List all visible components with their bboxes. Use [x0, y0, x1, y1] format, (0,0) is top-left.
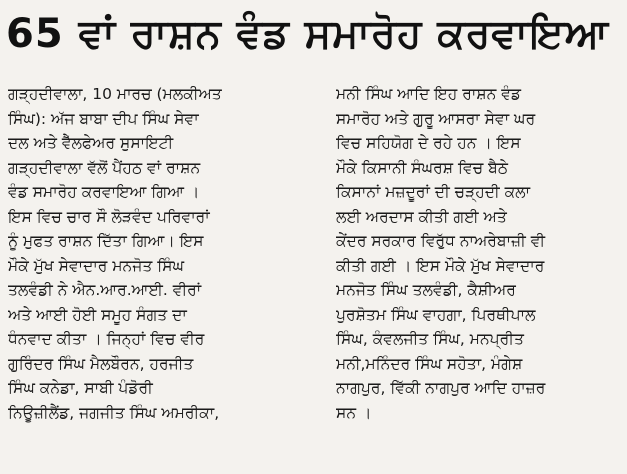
- article-column-right: [336, 82, 621, 425]
- article-line: ਨਿਊਜ਼ੀਲੈਂਡ, ਜਗਜੀਤ ਸਿੰਘ ਅਮਰੀਕਾ,: [8, 403, 220, 422]
- article-line: ਸਨ ।: [336, 403, 372, 422]
- article-line: ਮੌਕੇ ਮੁੱਖ ਸੇਵਾਦਾਰ ਮਨਜੋਤ ਸਿੰਘ: [8, 256, 185, 275]
- article-line: ਵੰਡ ਸਮਾਰੋਹ ਕਰਵਾਇਆ ਗਿਆ ।: [8, 183, 200, 201]
- article-line: ਕੇਂਦਰ ਸਰਕਾਰ ਵਿਰੁੱਧ ਨਾਅਰੇਬਾਜ਼ੀ ਵੀ: [336, 232, 546, 250]
- article-line: ਧੰਨਵਾਦ ਕੀਤਾ । ਜਿਨ੍ਹਾਂ ਵਿਚ ਵੀਰ: [8, 330, 205, 348]
- article-line: ਸਿੰਘ, ਕੰਵਲਜੀਤ ਸਿੰਘ, ਮਨਪ੍ਰੀਤ: [336, 330, 524, 348]
- article-line: ਲਈ ਅਰਦਾਸ ਕੀਤੀ ਗਈ ਅਤੇ: [336, 207, 507, 226]
- article-line: ਨੂੰ ਮੁਫਤ ਰਾਸ਼ਨ ਦਿੱਤਾ ਗਿਆ। ਇਸ: [8, 232, 204, 250]
- article-line: ਤਲਵੰਡੀ ਨੇ ਐਨ.ਆਰ.ਆਈ. ਵੀਰਾਂ: [8, 281, 202, 299]
- article-line: ਮਨਜੋਤ ਸਿੰਘ ਤਲਵੰਡੀ, ਕੈਸ਼ੀਅਰ: [336, 281, 516, 299]
- article-line: ਗੜ੍ਹਦੀਵਾਲਾ, 10 ਮਾਰਚ (ਮਲਕੀਅਤ: [8, 85, 222, 103]
- article-line: ਕਿਸਾਨਾਂ ਮਜ਼ਦੂਰਾਂ ਦੀ ਚੜ੍ਹਦੀ ਕਲਾ: [336, 183, 531, 201]
- article-column-left: [8, 82, 313, 425]
- article-line: ਇਸ ਵਿਚ ਚਾਰ ਸੌ ਲੋੜਵੰਦ ਪਰਿਵਾਰਾਂ: [8, 207, 210, 226]
- article-line: ਮਨੀ ਸਿੰਘ ਆਦਿ ਇਹ ਰਾਸ਼ਨ ਵੰਡ: [336, 85, 521, 103]
- article-line: ਗੜ੍ਹਦੀਵਾਲਾ ਵੱਲੋਂ ਪੈਂਹਠ ਵਾਂ ਰਾਸ਼ਨ: [8, 158, 201, 177]
- article-line: ਵਿਚ ਸਹਿਯੋਗ ਦੇ ਰਹੇ ਹਨ । ਇਸ: [336, 134, 521, 152]
- article-line: ਸਿੰਘ): ਅੱਜ ਬਾਬਾ ਦੀਪ ਸਿੰਘ ਸੇਵਾ: [8, 109, 199, 128]
- article-line: ਸਮਾਰੋਹ ਅਤੇ ਗੁਰੂ ਆਸਰਾ ਸੇਵਾ ਘਰ: [336, 109, 536, 128]
- article-line: ਨਾਗਪੁਰ, ਵਿੱਕੀ ਨਾਗਪੁਰ ਆਦਿ ਹਾਜ਼ਰ: [336, 379, 546, 397]
- article-line: ਮਨੀ,ਮਨਿੰਦਰ ਸਿੰਘ ਸਹੋਤਾ, ਮੰਗੇਸ਼: [336, 354, 523, 373]
- article-line: ਪੁਰਸ਼ੋਤਮ ਸਿੰਘ ਵਾਹਗਾ, ਪਿਰਥੀਪਾਲ: [336, 305, 536, 324]
- article-line: ਅਤੇ ਆਈ ਹੋਈ ਸਮੂਹ ਸੰਗਤ ਦਾ: [8, 305, 187, 324]
- article-line: ਮੌਕੇ ਕਿਸਾਨੀ ਸੰਘਰਸ਼ ਵਿਚ ਬੈਠੇ: [336, 158, 508, 177]
- article-line: ਕੀਤੀ ਗਈ । ਇਸ ਮੌਕੇ ਮੁੱਖ ਸੇਵਾਦਾਰ: [336, 256, 545, 275]
- headline: 65 ਵਾਂ ਰਾਸ਼ਨ ਵੰਡ ਸਮਾਰੋਹ ਕਰਵਾਇਆ: [6, 11, 610, 57]
- article-line: ਸਿੰਘ ਕਨੇਡਾ, ਸਾਬੀ ਪੰਡੋਰੀ: [8, 379, 153, 397]
- article-line: ਦਲ ਅਤੇ ਵੈੱਲਫੇਅਰ ਸੁਸਾਇਟੀ: [8, 134, 174, 152]
- article-line: ਗੁਰਿੰਦਰ ਸਿੰਘ ਮੈਲਬੌਰਨ, ਹਰਜੀਤ: [8, 354, 194, 373]
